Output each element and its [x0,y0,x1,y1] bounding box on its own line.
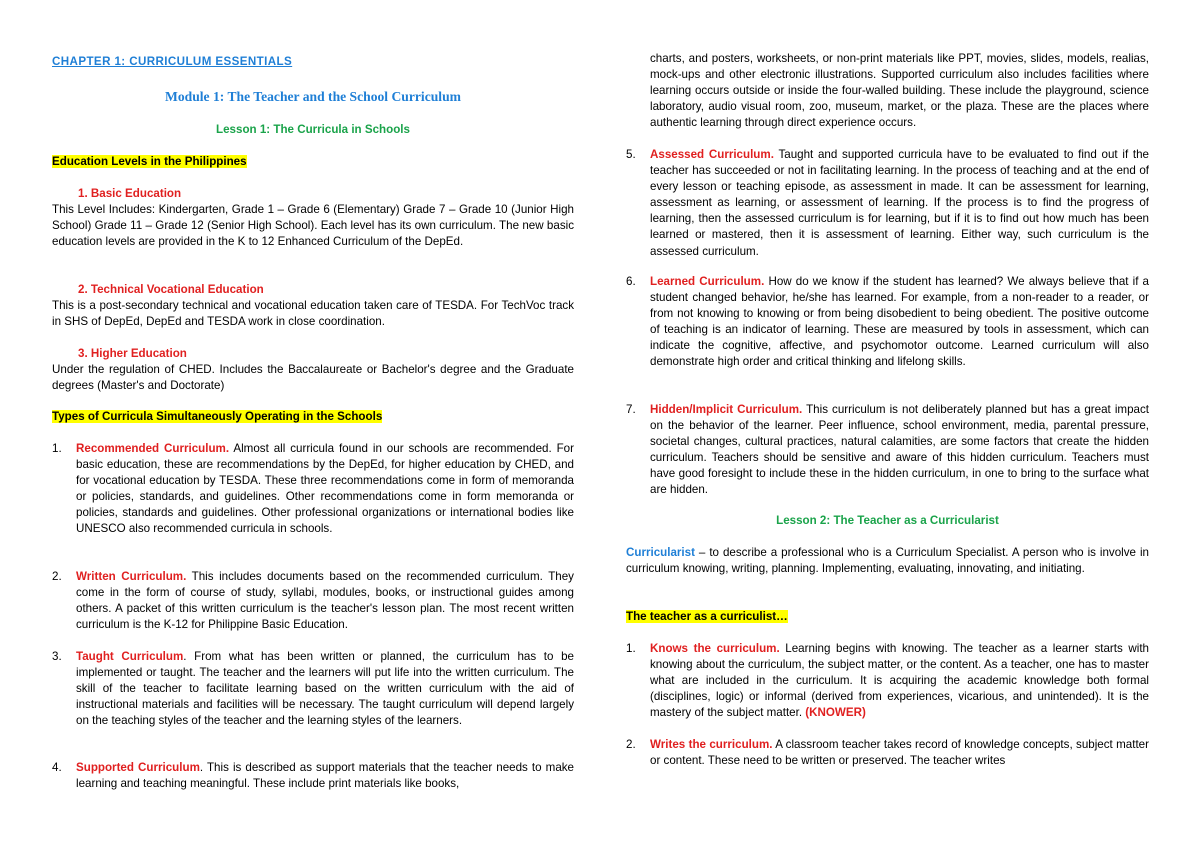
item-text: A classroom teacher takes record of knowledge concepts, subject matter or content. These need to be written or preserved. The teacher writes [650,738,1149,768]
section-heading [52,154,574,170]
level-title: 3. Higher Education [78,347,187,360]
definition-paragraph [626,545,1149,577]
item-number: 7. [626,403,636,416]
item-number: 4. [52,761,62,774]
item-number: 3. [52,650,62,663]
level-text: This is a post-secondary technical and vocational education taken care of TESDA. For TechVoc track in SHS of DepEd, DepEd and TESDA work in close coordination. [52,299,574,329]
highlighted-heading: The teacher as a curriculist… [626,610,788,623]
list-item [52,441,574,538]
item-term: Taught Curriculum [76,650,184,663]
item-term: Learned Curriculum. [650,275,765,288]
item-text: This includes documents based on the recommended curriculum. They come in the form of course of study, syllabi, modules, books, or instructional guides among others. A packet of this written curriculum is the teacher's lesson plan. The most recent written curriculum is the K-12 for Philippine Basic Education. [76,570,574,632]
item-term: Knows the curriculum. [650,642,780,655]
item-text: . This is described as support materials that the teacher needs to make learning and teaching meaningful. These include print materials like books, [76,761,575,791]
chapter-title: CHAPTER 1: CURRICULUM ESSENTIALS [52,55,293,68]
item-term: Written Curriculum. [76,570,187,583]
definition-text: – to describe a professional who is a Curriculum Specialist. A person who is involve in curriculum knowing, writing, planning. Implementing, evaluating, innovating, and initiating. [626,546,1149,576]
section-heading [626,609,1149,625]
item-text: Learning begins with knowing. The teacher as a learner starts with knowing about the curriculum, the subject matter, or the content. As a teacher, one has to master what are included in the curriculum. It is acquiring the academic knowledge both formal (disciplines, logic) or informal (derived from experiences, vicarious, and unintended). It is the mastery of the subject matter. [650,642,1149,720]
highlighted-heading: Education Levels in the Philippines [52,155,247,168]
item-term: Assessed Curriculum. [650,148,774,161]
item-text: How do we know if the student has learned? We always believe that if a student changed behavior, he/she has learned. For example, from a non-reader to a reader, or from not knowing to knowing or from being disobedient to being obedient. The positive outcome of teaching is an indicator of learning. These are measured by tools in assessment, which can indicate the cognitive, affective, and psychomotor outcome. Learned curriculum will also demonstrate high order and critical thinking and lifelong skills. [650,275,1150,369]
level-text: Under the regulation of CHED. Includes the Baccalaureate or Bachelor's degree and the Graduate degrees (Master's and Doctorate) [52,363,574,393]
list-item [52,649,574,729]
lesson-title: Lesson 1: The Curricula in Schools [216,123,410,136]
item-term: Recommended Curriculum. [76,442,230,455]
item-number: 2. [626,738,636,751]
item-text: This curriculum is not deliberately planned but has a great impact on the behavior of the learner. Peer influence, school environment, media, parental pressure, societal changes, cultural practices, natural calamities, are some factors that create the hidden curriculum. Teachers should be sensitive and aware of this hidden curriculum. Teachers must have good foresight to include these in the hidden curriculum, in one to bring to the surface what are hidden. [650,403,1149,497]
list-item [52,760,574,792]
list-item [626,147,1149,260]
defined-term: Curricularist [626,546,695,559]
item-number: 6. [626,275,636,288]
list-item [626,641,1149,721]
list-item [52,569,574,633]
lesson-title: Lesson 2: The Teacher as a Curricularist [776,514,999,527]
section-heading [52,409,574,425]
continued-text: charts, and posters, worksheets, or non-print materials like PPT, movies, slides, models, realias, mock-ups and other electronic illustrations. Supported curriculum also includes facilities where learning occurs outside or inside the four-walled building. These include the playground, science laboratory, audio visual room, zoo, museum, market, or the plaza. These are the places where authentic learning through direct experience occurs. [650,52,1149,130]
item-number: 1. [626,642,636,655]
item-number: 2. [52,570,62,583]
module-title: Module 1: The Teacher and the School Curriculum [165,89,461,104]
item-text: . From what has been written or planned, the curriculum has to be implemented or taught. The teacher and the learners will put life into the written curriculum. The skill of the teacher to facilitate learning based on the written curriculum with the aid of instructional materials and facilities will be necessary. The taught curriculum will depend largely on the teaching styles of the teacher and the learning styles of the learners. [76,650,574,728]
item-text: Almost all curricula found in our schools are recommended. For basic education, these are recommendations by the DepEd, for higher education by CHED, and for vocational education by TESDA. These three recommendations come in form of memoranda or policies, standards, and guidelines. Other recommendations come in form memoranda or policies, standards and guidelines. Other professional organizations or international bodies like UNESCO also recommended curricula in schools. [76,442,574,536]
level-text: This Level Includes: Kindergarten, Grade 1 – Grade 6 (Elementary) Grade 7 – Grade 10 (Junior High School) Grade 11 – Grade 12 (Senior High School). Each level has its own curriculum. The new basic education levels are provided in the K to 12 Enhanced Curriculum of the DepEd. [52,203,574,249]
item-number: 5. [626,148,636,161]
item-text: Taught and supported curricula have to be evaluated to find out if the teacher has succeeded or not in facilitating learning. In the process of teaching and at the end of every lesson or teaching episode, as assessment in made. It can be assessment for learning, assessment as learning, or assessment of learning. If the process is to find the progress of learning, then the assessed curriculum is for learning, but if it is to find out how much has been learned or mastered, then it is assessment of learning. Either way, such curriculum is the assessed curriculum. [650,148,1149,258]
highlighted-heading: Types of Curricula Simultaneously Operating in the Schools [52,410,383,423]
level-title: 2. Technical Vocational Education [78,283,264,296]
list-item [626,737,1149,769]
item-term: Supported Curriculum [76,761,200,774]
item-number: 1. [52,442,62,455]
item-term: Hidden/Implicit Curriculum. [650,403,803,416]
list-item [626,274,1149,371]
item-term: Writes the curriculum. [650,738,773,751]
role-tag: (KNOWER) [805,706,866,720]
list-item [626,402,1149,499]
level-title: 1. Basic Education [78,187,182,200]
